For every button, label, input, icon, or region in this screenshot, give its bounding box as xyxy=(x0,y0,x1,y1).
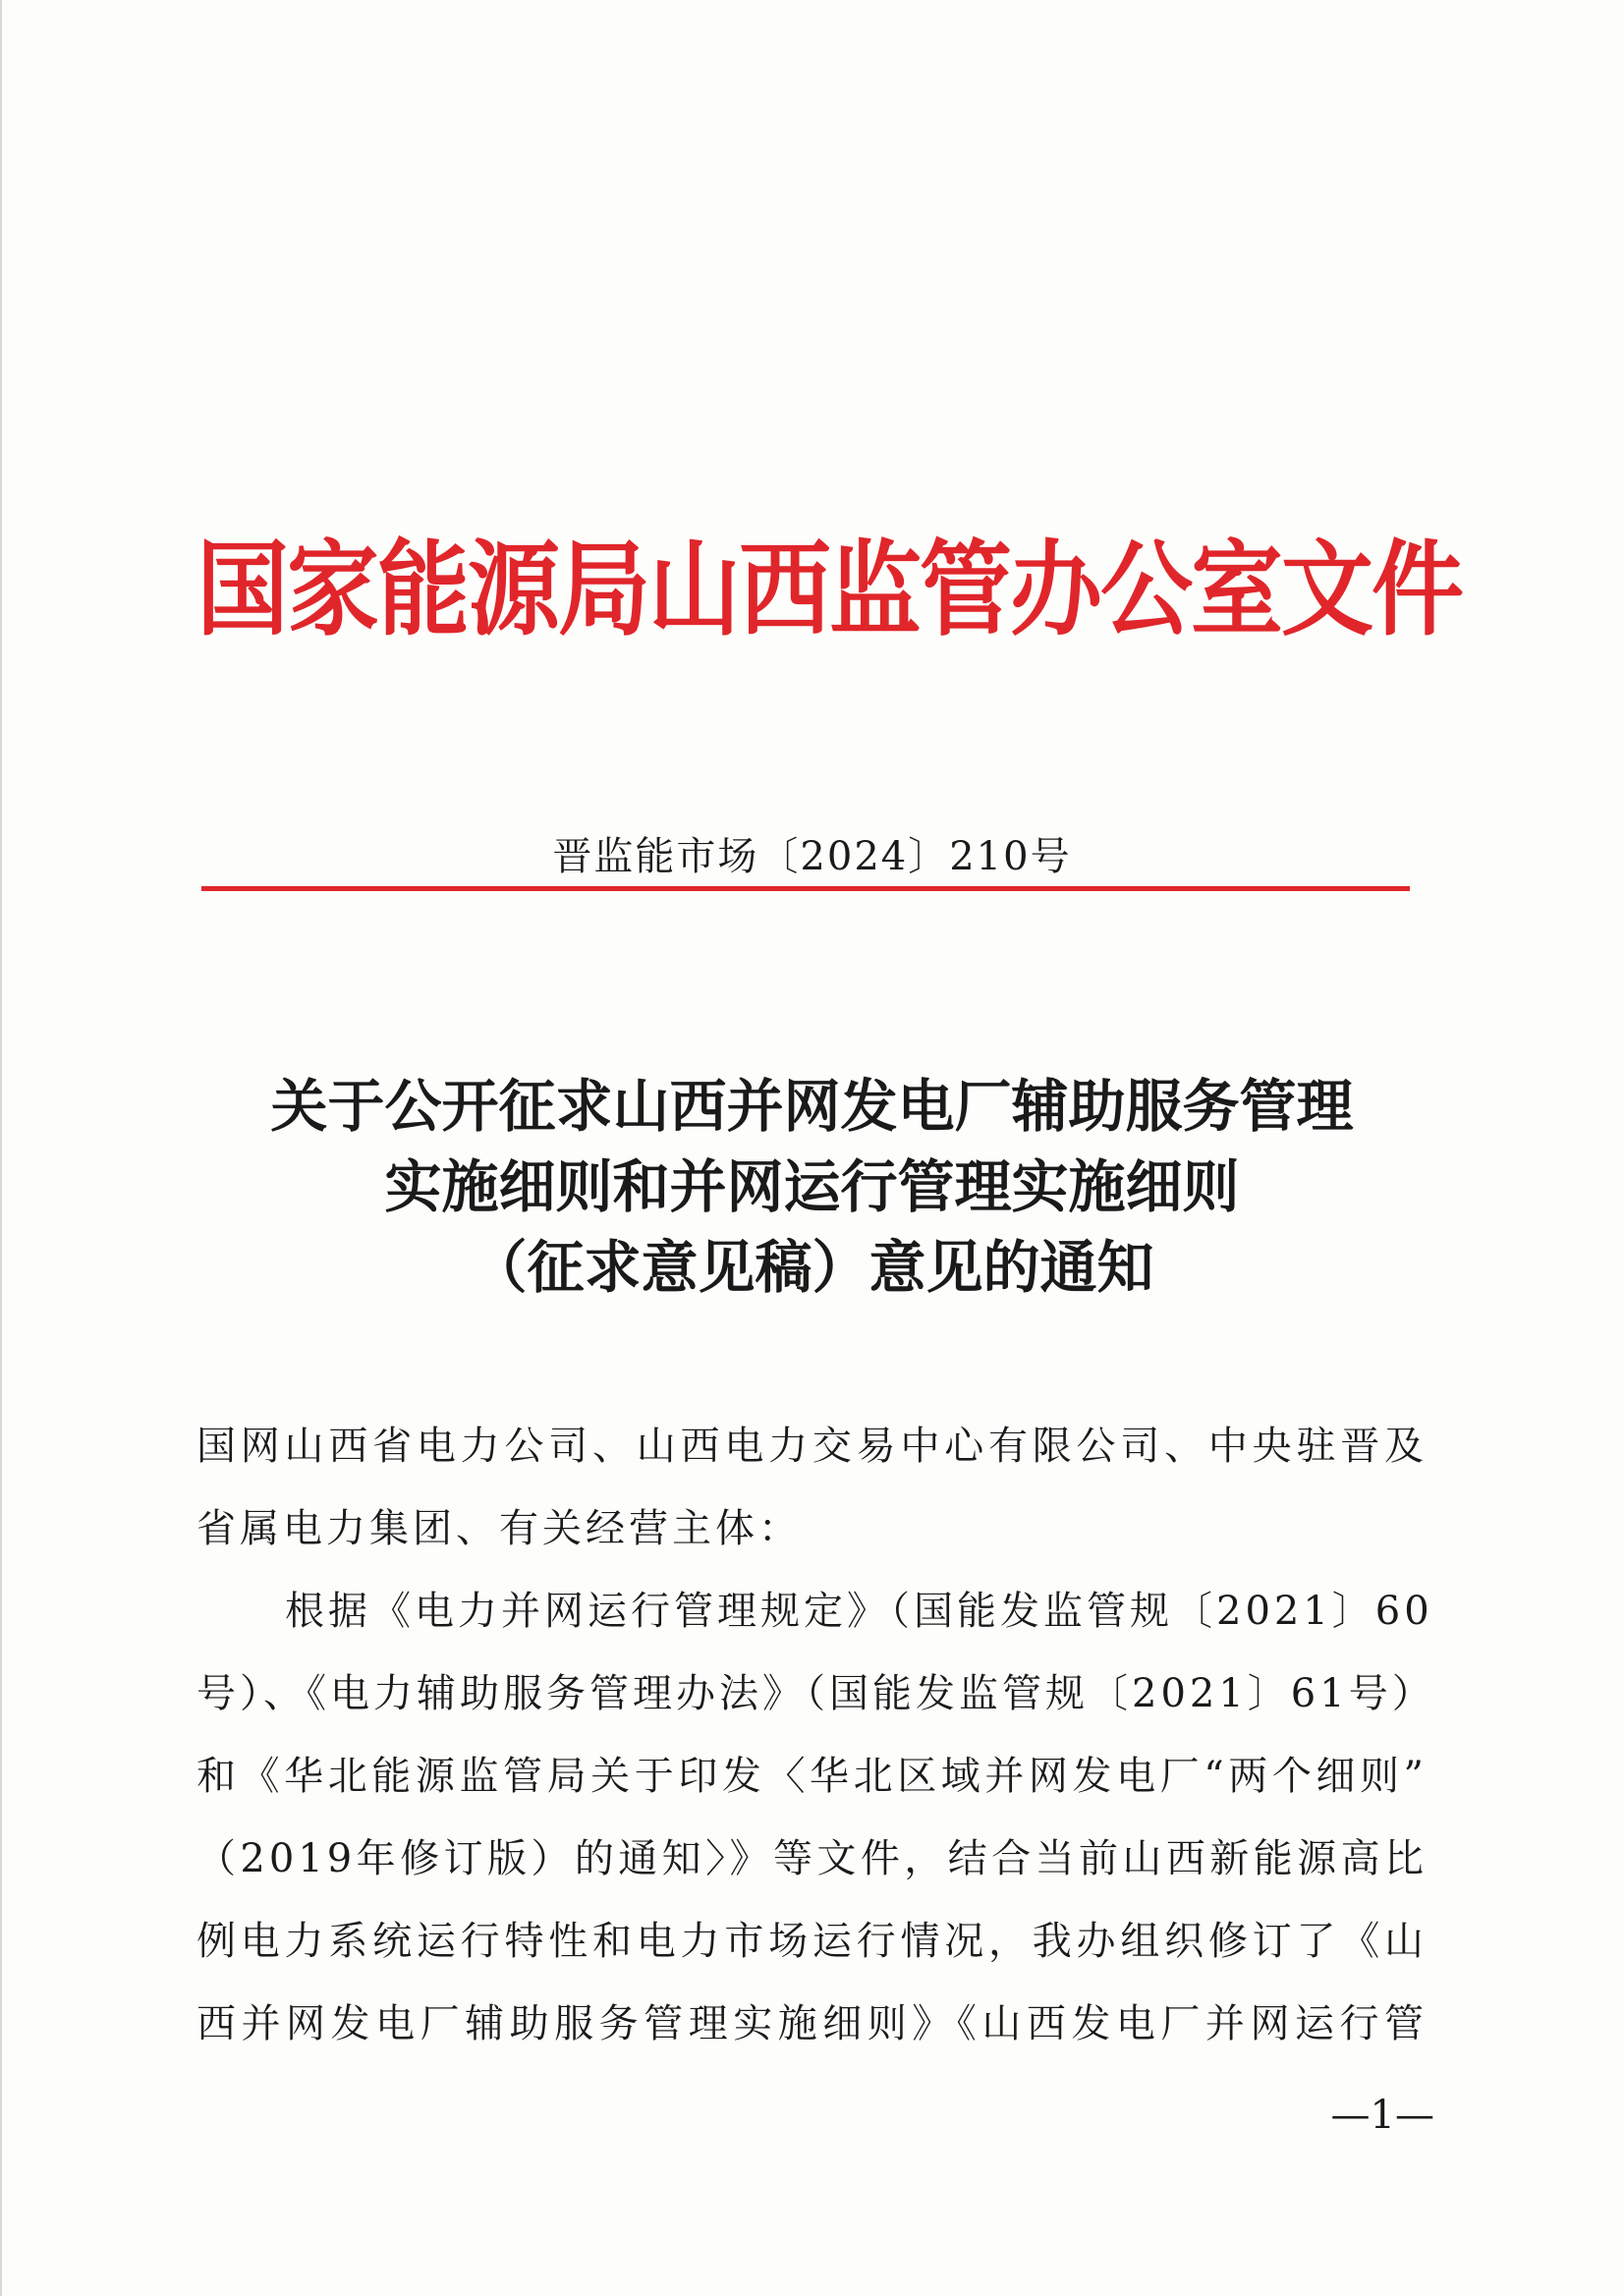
body-line: 西并网发电厂辅助服务管理实施细则》《山西发电厂并网运行管 xyxy=(196,2001,1428,2046)
addressee-line: 省属电力集团、有关经营主体： xyxy=(196,1506,802,1551)
title-line: （征求意见稿）意见的通知 xyxy=(470,1234,1154,1301)
page-number: —1— xyxy=(1330,2093,1434,2138)
body-line: 号）、《电力辅助服务管理办法》（国能发监管规〔2021〕61号） xyxy=(196,1671,1435,1716)
body-line: 例电力系统运行特性和电力市场运行情况，我办组织修订了《山 xyxy=(196,1919,1428,1964)
document-number: 晋监能市场〔2024〕210号 xyxy=(552,834,1072,879)
title-line: 实施细则和并网运行管理实施细则 xyxy=(384,1153,1240,1220)
body-line: 和《华北能源监管局关于印发〈华北区域并网发电厂“两个细则” xyxy=(196,1754,1428,1799)
body-line: 根据《电力并网运行管理规定》（国能发监管规〔2021〕60 xyxy=(285,1589,1433,1634)
page-edge xyxy=(0,0,2,2296)
addressee-line: 国网山西省电力公司、山西电力交易中心有限公司、中央驻晋及 xyxy=(196,1424,1428,1469)
document-title xyxy=(147,1066,1477,1308)
body-line: （2019年修订版）的通知〉》等文件，结合当前山西新能源高比 xyxy=(196,1836,1428,1881)
document-body xyxy=(196,1405,1435,2065)
issuing-organization-header: 国家能源局山西监管办公室文件 xyxy=(196,530,1463,651)
red-separator-rule xyxy=(201,886,1410,891)
title-line: 关于公开征求山西并网发电厂辅助服务管理 xyxy=(270,1073,1354,1140)
